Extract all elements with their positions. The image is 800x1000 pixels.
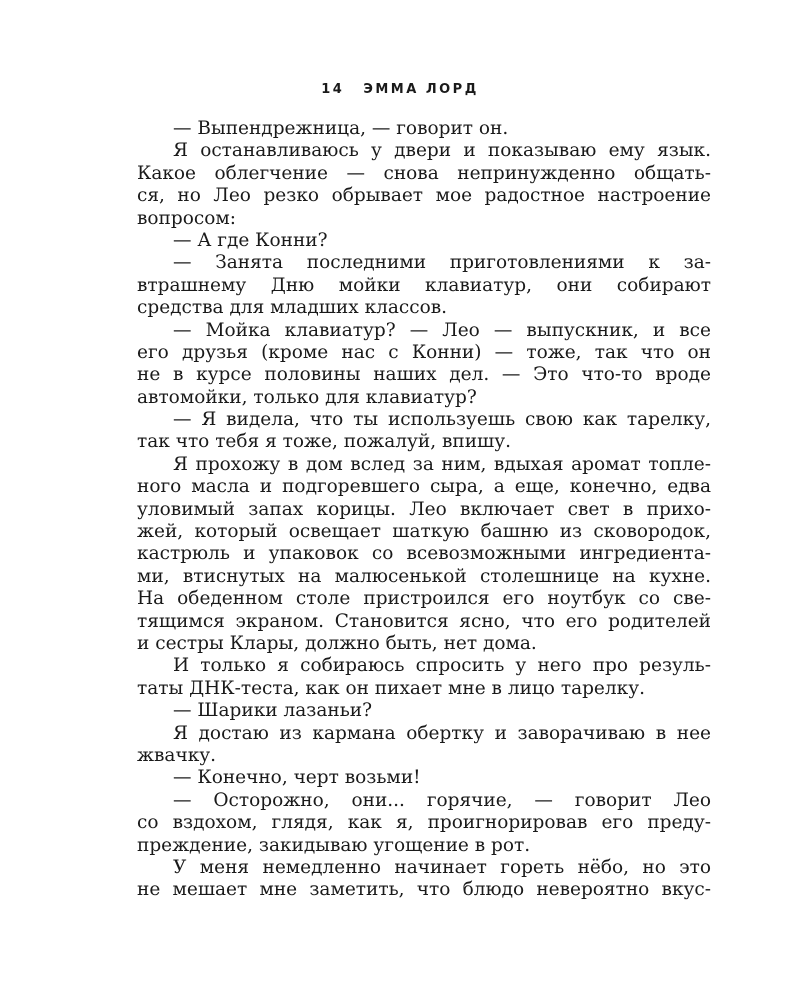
text-line: не в курсе половины наших дел. — Это что-то вроде [137,364,711,386]
text-line: — Я видела, что ты используешь свою как тарелку, [173,409,711,431]
text-line: кастрюль и упаковок со всевозможными ингредиента- [137,543,711,565]
text-line: втрашнему Дню мойки клавиатур, они собирают [137,274,711,296]
text-line: ного масла и подгоревшего сыра, а еще, конечно, едва [137,476,711,498]
text-line: ми, втиснутых на малюсенькой столешнице на кухне. [137,565,711,587]
text-line: и сестры Клары, должно быть, нет дома. [137,632,537,654]
text-line: со вздохом, глядя, как я, проигнорировав его преду- [137,812,711,834]
text-line: автомойки, только для клавиатур? [137,386,477,408]
text-line: — Занята последними приготовлениями к за- [173,252,711,274]
text-line: Я останавливаюсь у двери и показываю ему язык. [173,140,711,162]
text-line: жей, который освещает шаткую башню из сковородок, [137,521,711,543]
text-line: На обеденном столе пристроился его ноутбук со све- [137,588,711,610]
text-line: вопросом: [137,207,236,229]
text-line: таты ДНК-теста, как он пихает мне в лицо тарелку. [137,677,645,699]
text-line: И только я собираюсь спросить у него про резуль- [173,655,711,677]
text-line: тящимся экраном. Становится ясно, что его родителей [137,610,711,632]
page-number: 14 [321,82,345,97]
text-line: У меня немедленно начинает гореть нёбо, но это [173,856,711,878]
text-line: его друзья (кроме нас с Конни) — тоже, так что он [137,341,711,363]
text-line: Какое облегчение — снова непринужденно общать- [137,162,711,184]
author-name: ЭММА ЛОРД [363,82,479,97]
text-line: — Осторожно, они... горячие, — говорит Лео [173,789,711,811]
text-line: преждение, закидываю угощение в рот. [137,834,531,856]
text-line: — Мойка клавиатур? — Лео — выпускник, и все [173,319,711,341]
body-text [137,118,711,902]
text-line: — Выпендрежница, — говорит он. [173,118,509,139]
text-line: — А где Конни? [173,229,328,251]
text-line: уловимый запах корицы. Лео включает свет в прихо- [137,498,711,520]
text-line: Я достаю из кармана обертку и заворачиваю в нее [173,722,711,744]
text-line: — Шарики лазаньи? [173,700,373,722]
running-head [0,82,800,97]
text-line: так что тебя я тоже, пожалуй, впишу. [137,431,512,453]
text-line: жвачку. [137,744,217,766]
text-line: ся, но Лео резко обрывает мое радостное настроение [137,185,711,207]
text-line: средства для младших классов. [137,297,448,319]
text-line: Я прохожу в дом вслед за ним, вдыхая аромат топле- [173,453,711,475]
text-line: — Конечно, черт возьми! [173,767,421,789]
text-line: не мешает мне заметить, что блюдо невероятно вкус- [137,879,711,901]
